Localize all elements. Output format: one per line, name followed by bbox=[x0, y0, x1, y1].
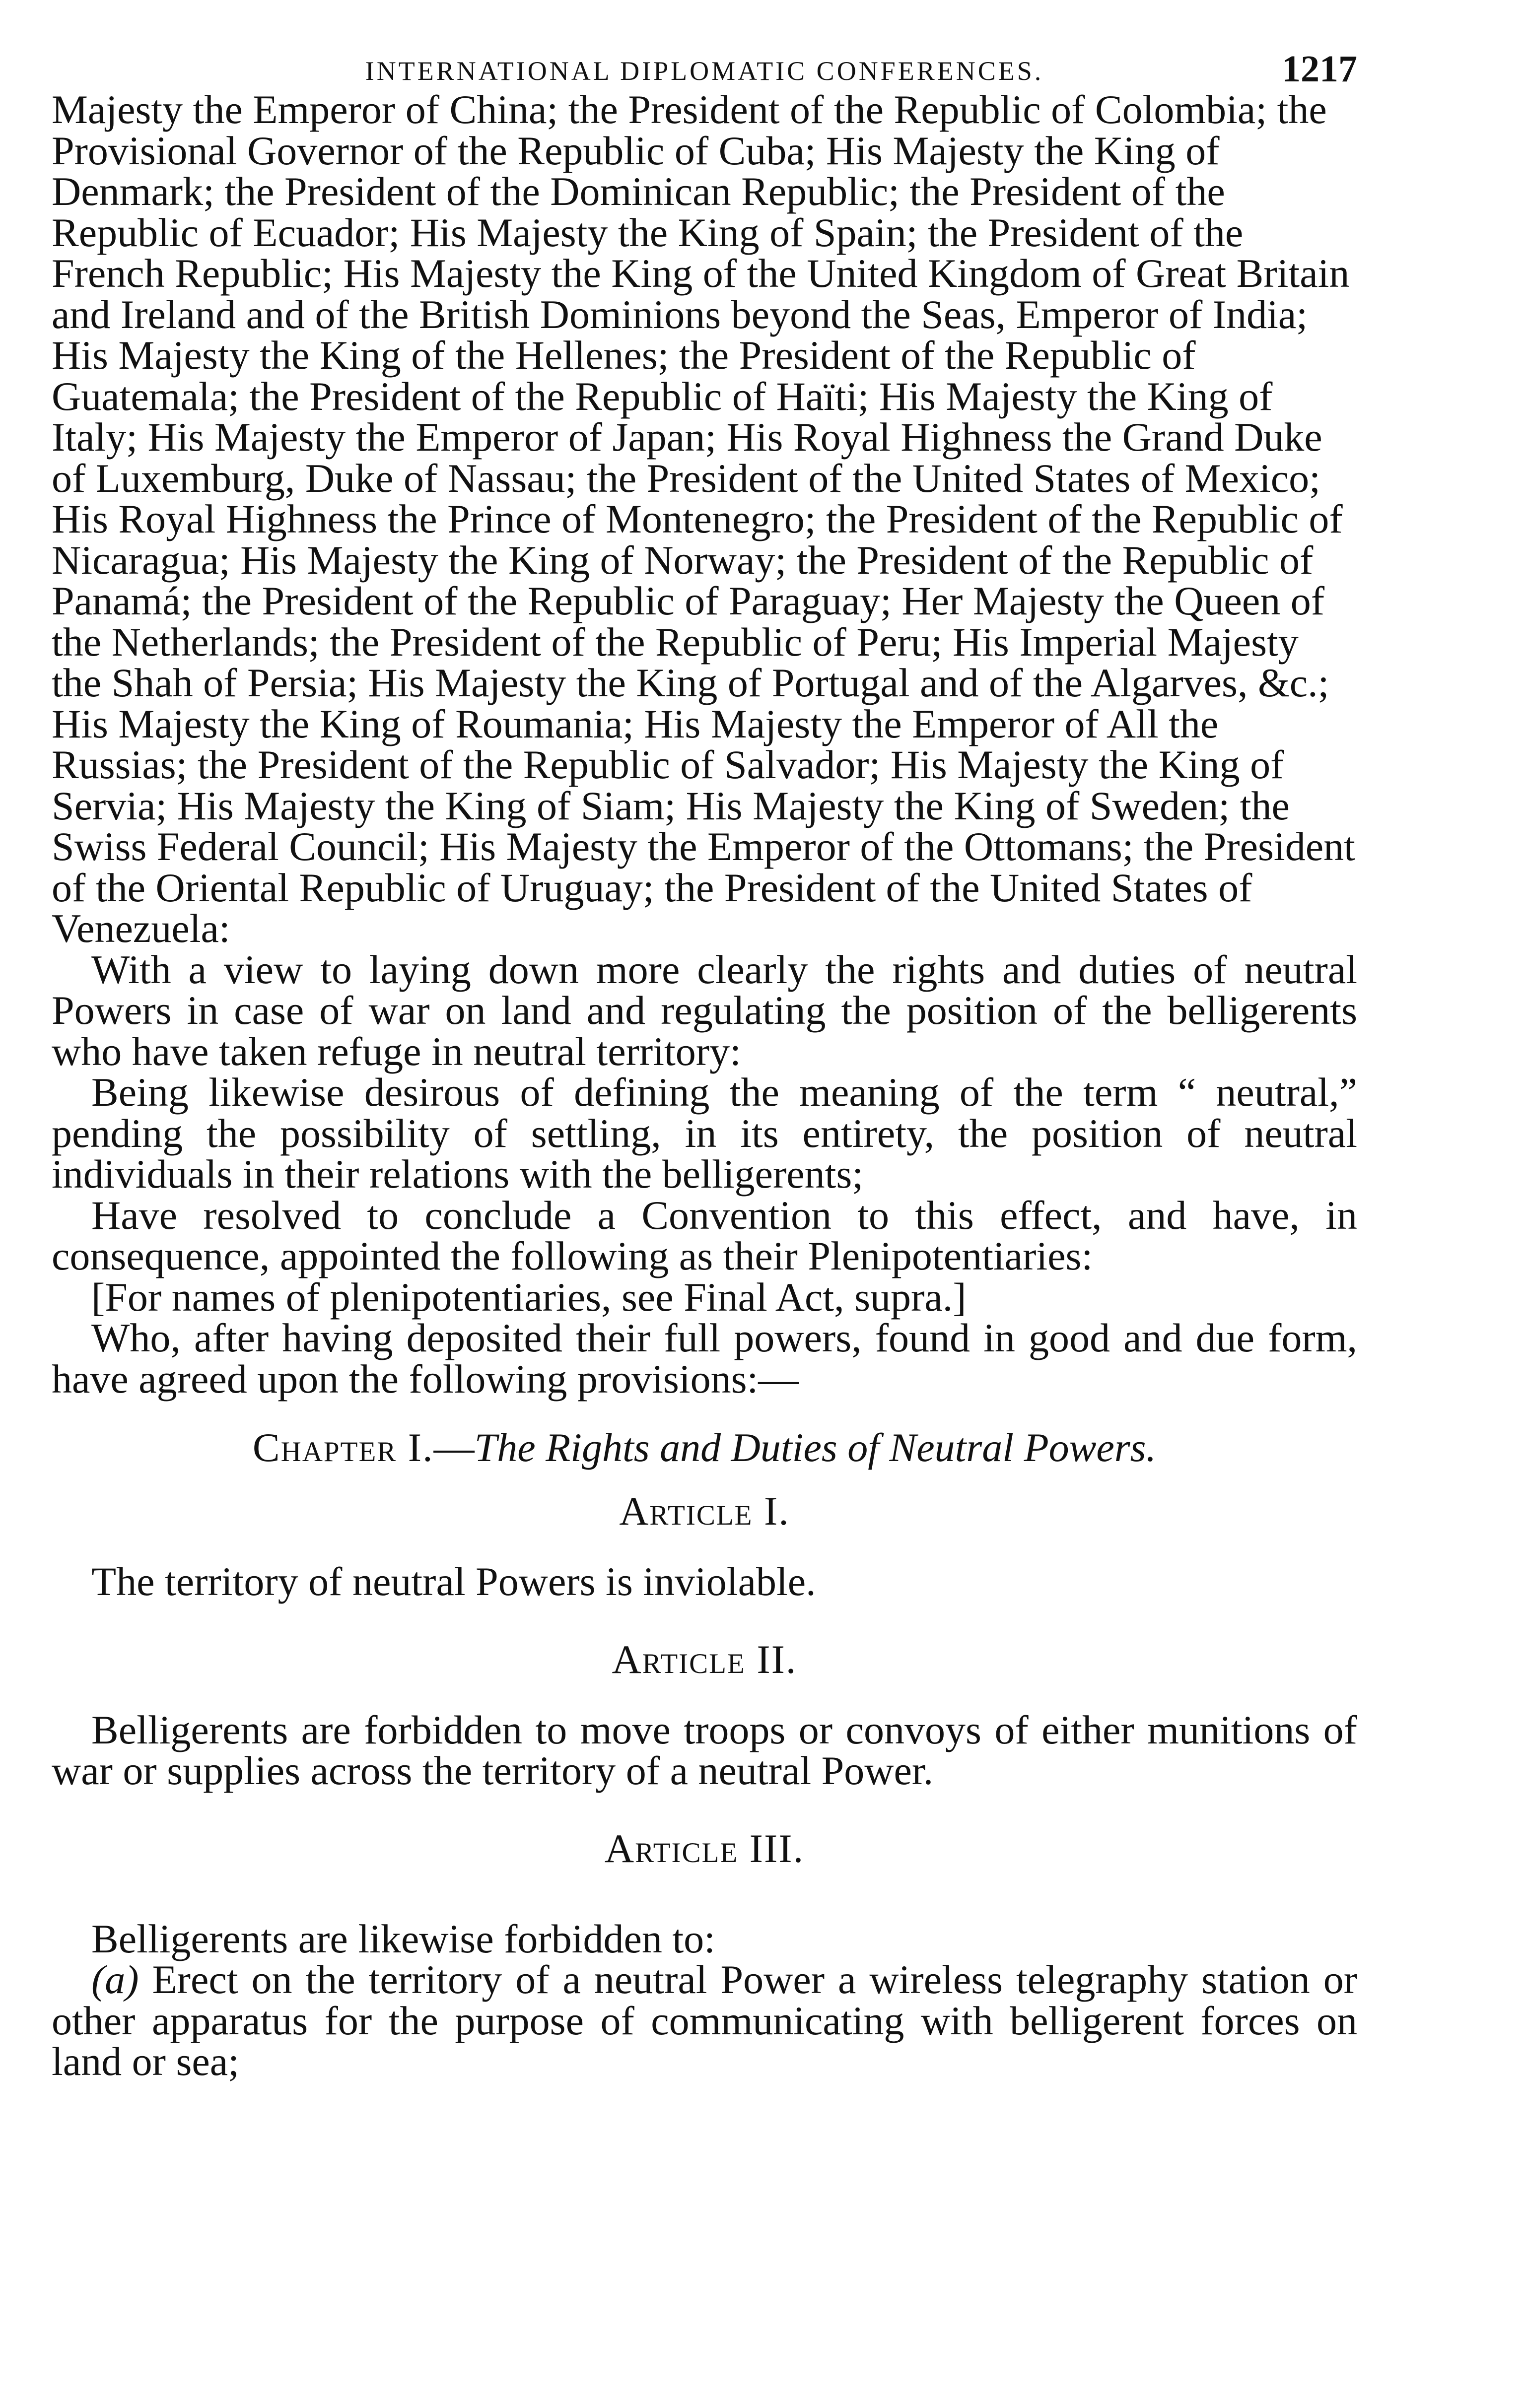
clause-marker: (a) bbox=[91, 1957, 139, 2002]
chapter-heading bbox=[52, 1425, 1357, 1470]
article-heading: Article II. bbox=[612, 1636, 797, 1682]
article-intro: Belligerents are likewise forbidden to: bbox=[91, 1916, 715, 1961]
document-page bbox=[52, 35, 1357, 2082]
chapter-dash: — bbox=[433, 1425, 475, 1470]
clause-text: Erect on the territory of a neutral Power a wireless telegraphy station or other apparatus for the purpose of communicating with belligerent forces on land or sea; bbox=[52, 1957, 1358, 2084]
article-heading: Article I. bbox=[619, 1488, 790, 1534]
preamble-purpose: With a view to laying down more clearly the rights and duties of neutral Powers in case of war on land and regulating the position of the belligerents who have taken refuge in neutral territory: bbox=[52, 946, 1357, 1074]
preamble-agreement: Who, after having deposited their full powers, found in good and due form, have agreed upon the following provisions:— bbox=[52, 1315, 1357, 1402]
page-number: 1217 bbox=[1282, 48, 1357, 90]
article-text: Belligerents are forbidden to move troops or convoys of either munitions of war or supplies across the territory of a neutral Power. bbox=[52, 1707, 1357, 1793]
article-text: The territory of neutral Powers is inviolable. bbox=[91, 1559, 816, 1604]
running-title: INTERNATIONAL DIPLOMATIC CONFERENCES. bbox=[365, 56, 1044, 86]
preamble-parties: Majesty the Emperor of China; the President of the Republic of Colombia; the Provisional Governor of the Republic of Cuba; His Majesty the King of Denmark; the President of the Dominican Republic; the President of the Republic of Ecuador; His Majesty the King of Spain; the President of the French Republic; His Majesty the King of the United Kingdom of Great Britain and Ireland and of the British Dominions beyond the Seas, Emperor of India; His Majesty the King of the Hellenes; the President of the Republic of Guatemala; the President of the Republic of Haïti; His Majesty the King of Italy; His Majesty the Emperor of Japan; His Royal Highness the Grand Duke of Luxemburg, Duke of Nassau; the President of the United States of Mexico; His Royal Highness the Prince of Montenegro; the President of the Republic of Nicaragua; His Majesty the King of Norway; the President of the Republic of Panamá; the President of the Republic of Paraguay; Her Majesty the Queen of the Netherlands; the President of the Republic of Peru; His Imperial Majesty the Shah of Persia; His Majesty the King of Portugal and of the Algarves, &c.; His Majesty the King of Roumania; His Majesty the Emperor of All the Russias; the President of the Republic of Salvador; His Majesty the King of Servia; His Majesty the King of Siam; His Majesty the King of Sweden; the Swiss Federal Council; His Majesty the Emperor of the Ottomans; the President of the Oriental Republic of Uruguay; the President of the United States of Venezuela: bbox=[52, 87, 1355, 951]
preamble-names-note: [For names of plenipotentiaries, see Final Act, supra.] bbox=[91, 1274, 967, 1320]
preamble-definition: Being likewise desirous of defining the meaning of the term “ neutral,” pending the possibility of settling, in its entirety, the position of neutral individuals in their relations with the belligerents; bbox=[52, 1070, 1357, 1197]
running-header bbox=[52, 35, 1357, 89]
preamble-resolution: Have resolved to conclude a Convention to this effect, and have, in consequence, appointed the following as their Plenipotentiaries: bbox=[52, 1192, 1357, 1278]
chapter-title: The Rights and Duties of Neutral Powers. bbox=[474, 1425, 1157, 1470]
chapter-label: Chapter I. bbox=[252, 1425, 434, 1470]
article-heading: Article III. bbox=[604, 1825, 805, 1871]
article-clause bbox=[52, 1959, 1357, 2082]
